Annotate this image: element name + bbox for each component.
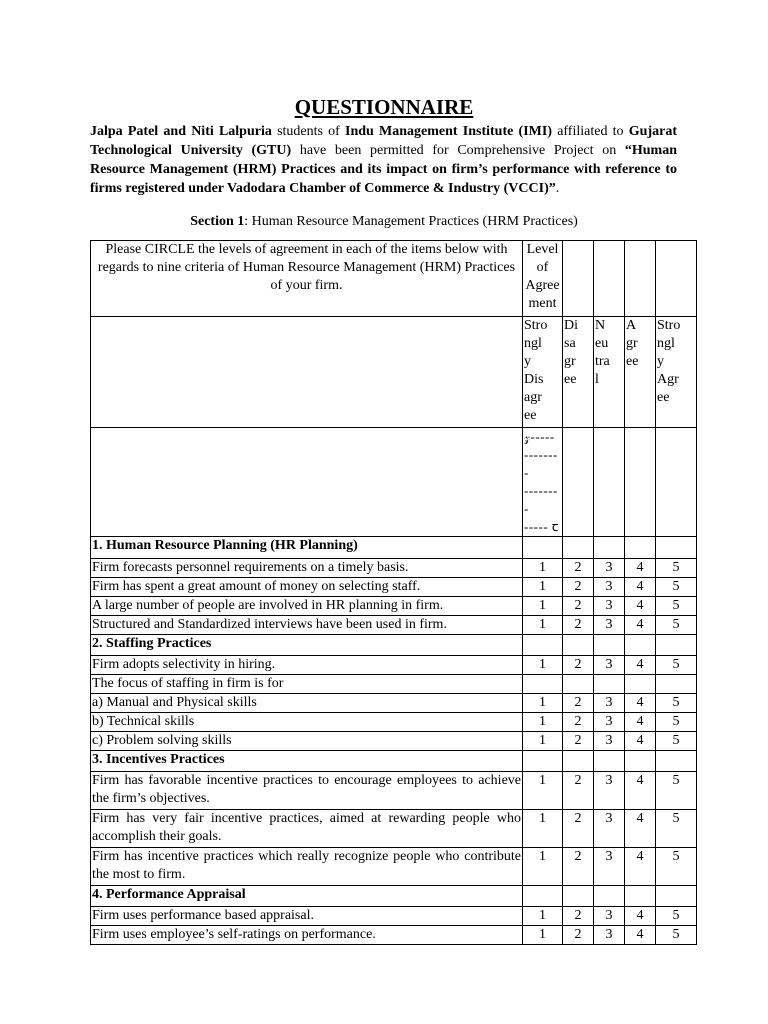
empty-cell	[594, 635, 625, 656]
table-row	[91, 559, 697, 578]
author-name: Jalpa Patel	[90, 124, 159, 139]
item-text: A large number of people are involved in HR planning in firm.	[91, 597, 523, 616]
rating-option[interactable]: 3	[594, 559, 625, 578]
rating-option[interactable]: 1	[523, 772, 563, 810]
rating-option[interactable]: 4	[625, 694, 656, 713]
section-title: : Human Resource Management Practices (HRM Practices)	[244, 214, 578, 229]
item-text: c) Problem solving skills	[91, 732, 523, 751]
rating-option[interactable]: 5	[656, 578, 697, 597]
section-title: 1. Human Resource Planning (HR Planning)	[91, 537, 523, 559]
empty-cell	[656, 675, 697, 694]
rating-option[interactable]: 1	[523, 616, 563, 635]
rating-option[interactable]: 2	[563, 848, 594, 886]
item-text: The focus of staffing in firm is for	[91, 675, 523, 694]
rating-option[interactable]: 5	[656, 694, 697, 713]
rating-option[interactable]: 1	[523, 713, 563, 732]
strongly-disagree-header	[523, 317, 563, 428]
institute-name: Indu Management Institute (IMI)	[345, 124, 552, 139]
rating-option[interactable]: 2	[563, 907, 594, 926]
strongly-agree-header	[656, 317, 697, 428]
scale-header-line: Dis	[524, 372, 544, 387]
rating-option[interactable]: 5	[656, 713, 697, 732]
rating-option[interactable]: 3	[594, 597, 625, 616]
table-row	[91, 597, 697, 616]
item-text: Firm has favorable incentive practices to encourage employees to achieve the firm’s objectives.	[91, 772, 523, 810]
rating-option[interactable]: 4	[625, 907, 656, 926]
empty-cell	[625, 675, 656, 694]
rating-option[interactable]: 3	[594, 772, 625, 810]
rating-option[interactable]: 3	[594, 616, 625, 635]
empty-cell	[563, 886, 594, 907]
empty-cell	[656, 241, 697, 317]
item-text: Firm uses employee’s self-ratings on performance.	[91, 926, 523, 945]
rating-option[interactable]: 1	[523, 656, 563, 675]
empty-cell	[625, 635, 656, 656]
section-header-row	[91, 751, 697, 772]
empty-cell	[594, 428, 625, 537]
project-title: “Human Resource Management (HRM) Practices and its impact on firm’s performance with reference to firms registered under Vadodara Chamber of Commerce & Industry (VCCI)”	[90, 143, 677, 196]
blank-row	[91, 428, 697, 537]
level-of-agreement-header	[523, 241, 563, 317]
empty-cell	[523, 751, 563, 772]
empty-cell	[656, 886, 697, 907]
rating-option[interactable]: 3	[594, 926, 625, 945]
table-row	[91, 675, 697, 694]
instruction-row	[91, 241, 697, 317]
empty-cell	[656, 537, 697, 559]
rating-option[interactable]: 4	[625, 597, 656, 616]
item-text: a) Manual and Physical skills	[91, 694, 523, 713]
scale-header-line: tra	[595, 354, 610, 369]
rating-option[interactable]: 1	[523, 694, 563, 713]
section-header-row	[91, 886, 697, 907]
scale-header-line: ee	[564, 372, 577, 387]
empty-cell	[625, 428, 656, 537]
empty-cell	[563, 241, 594, 317]
dash-line: --------	[524, 447, 558, 480]
rating-option[interactable]: 4	[625, 713, 656, 732]
author-name: Niti Lalpuria	[191, 124, 272, 139]
intro-paragraph	[90, 122, 677, 198]
rating-option[interactable]: 2	[563, 597, 594, 616]
item-text: Firm has incentive practices which really recognize people who contribute the most to firm.	[91, 848, 523, 886]
rating-option[interactable]: 2	[563, 694, 594, 713]
section-header-row	[91, 635, 697, 656]
empty-cell	[594, 751, 625, 772]
empty-cell	[563, 428, 594, 537]
table-row	[91, 810, 697, 848]
rating-option[interactable]: 1	[523, 926, 563, 945]
item-text: Firm uses performance based appraisal.	[91, 907, 523, 926]
rating-option[interactable]: 4	[625, 656, 656, 675]
rating-option[interactable]: 5	[656, 732, 697, 751]
empty-cell	[523, 886, 563, 907]
rating-option[interactable]: 2	[563, 732, 594, 751]
rating-option[interactable]: 1	[523, 559, 563, 578]
scale-header-line: eu	[595, 336, 609, 351]
rating-option[interactable]: 5	[656, 772, 697, 810]
empty-cell	[91, 317, 523, 428]
rating-option[interactable]: 3	[594, 578, 625, 597]
rating-option[interactable]: 4	[625, 616, 656, 635]
section-title: 4. Performance Appraisal	[91, 886, 523, 907]
empty-cell	[594, 886, 625, 907]
scale-header-line: N	[595, 318, 606, 333]
scale-header-line: gr	[626, 336, 638, 351]
scale-header-line: Di	[564, 318, 578, 333]
section-label: Section 1	[190, 214, 245, 229]
empty-cell	[523, 635, 563, 656]
section-title: 2. Staffing Practices	[91, 635, 523, 656]
level-header-line: Agree	[525, 278, 560, 293]
rating-option[interactable]: 4	[625, 772, 656, 810]
rating-option[interactable]: 3	[594, 713, 625, 732]
level-header-line: of	[536, 260, 549, 275]
rating-option[interactable]: 4	[625, 926, 656, 945]
scale-header-line: Stro	[524, 318, 548, 333]
dash-line: ----- ꞇ	[524, 519, 559, 534]
table-row	[91, 713, 697, 732]
rating-option[interactable]: 4	[625, 732, 656, 751]
rating-option[interactable]: 5	[656, 616, 697, 635]
document-title: QUESTIONNAIRE	[294, 95, 474, 119]
rating-option[interactable]: 5	[656, 559, 697, 578]
dashed-placeholder	[523, 428, 563, 537]
level-header-line: Level	[526, 242, 559, 257]
rating-option[interactable]: 2	[563, 616, 594, 635]
scale-header-line: y	[524, 354, 531, 369]
empty-cell	[656, 428, 697, 537]
intro-text: students of	[271, 124, 346, 139]
dash-line: 𝓏-----	[524, 429, 555, 444]
empty-cell	[594, 241, 625, 317]
agree-header	[625, 317, 656, 428]
rating-option[interactable]: 2	[563, 926, 594, 945]
scale-header-line: Agr	[657, 372, 679, 387]
empty-cell	[594, 675, 625, 694]
empty-cell	[656, 635, 697, 656]
table-row	[91, 907, 697, 926]
scale-header-line: y	[657, 354, 664, 369]
empty-cell	[625, 537, 656, 559]
empty-cell	[563, 537, 594, 559]
intro-conjunction: and	[158, 124, 192, 139]
scale-header-line: ee	[524, 408, 537, 423]
rating-option[interactable]: 3	[594, 694, 625, 713]
empty-cell	[625, 886, 656, 907]
rating-option[interactable]: 5	[656, 810, 697, 848]
rating-option[interactable]: 1	[523, 848, 563, 886]
scale-header-line: ee	[626, 354, 639, 369]
section-heading	[0, 214, 768, 230]
scale-header-line: l	[595, 372, 599, 387]
rating-option[interactable]: 1	[523, 810, 563, 848]
rating-option[interactable]: 2	[563, 810, 594, 848]
item-text: b) Technical skills	[91, 713, 523, 732]
rating-option[interactable]: 1	[523, 732, 563, 751]
level-header-line: ment	[528, 296, 557, 311]
disagree-header	[563, 317, 594, 428]
scale-header-line: ngl	[524, 336, 542, 351]
rating-option[interactable]: 4	[625, 559, 656, 578]
rating-option[interactable]: 5	[656, 597, 697, 616]
scale-header-line: Stro	[657, 318, 681, 333]
empty-cell	[625, 241, 656, 317]
rating-option[interactable]: 3	[594, 907, 625, 926]
item-text: Firm has spent a great amount of money on selecting staff.	[91, 578, 523, 597]
table-row	[91, 772, 697, 810]
empty-cell	[563, 635, 594, 656]
instruction-text: Please CIRCLE the levels of agreement in each of the items below with regards to nine criteria of Human Resource Management (HRM) Practices of your firm.	[91, 241, 523, 317]
scale-header-line: sa	[564, 336, 576, 351]
rating-option[interactable]: 5	[656, 926, 697, 945]
rating-option[interactable]: 2	[563, 559, 594, 578]
item-text: Structured and Standardized interviews have been used in firm.	[91, 616, 523, 635]
neutral-header	[594, 317, 625, 428]
section-title: 3. Incentives Practices	[91, 751, 523, 772]
rating-option[interactable]: 3	[594, 732, 625, 751]
university-name: Gujarat Technological University (GTU)	[90, 124, 677, 158]
intro-text: affiliated to	[551, 124, 629, 139]
rating-option[interactable]: 1	[523, 597, 563, 616]
table-row	[91, 616, 697, 635]
intro-text: have been permitted for Comprehensive Project on	[291, 143, 625, 158]
empty-cell	[625, 751, 656, 772]
table-row	[91, 694, 697, 713]
rating-option[interactable]: 2	[563, 656, 594, 675]
scale-header-line: ee	[657, 390, 670, 405]
rating-option[interactable]: 4	[625, 848, 656, 886]
table-row	[91, 578, 697, 597]
item-text: Firm adopts selectivity in hiring.	[91, 656, 523, 675]
rating-option[interactable]: 4	[625, 578, 656, 597]
rating-option[interactable]: 3	[594, 810, 625, 848]
rating-option[interactable]: 3	[594, 656, 625, 675]
section-header-row	[91, 537, 697, 559]
rating-option[interactable]: 2	[563, 578, 594, 597]
table-row	[91, 732, 697, 751]
rating-option[interactable]: 1	[523, 907, 563, 926]
rating-option[interactable]: 2	[563, 772, 594, 810]
empty-cell	[594, 537, 625, 559]
rating-option[interactable]: 5	[656, 656, 697, 675]
questionnaire-body	[91, 241, 697, 945]
scale-header-line: gr	[564, 354, 576, 369]
table-row	[91, 848, 697, 886]
scale-header-row	[91, 317, 697, 428]
table-row	[91, 926, 697, 945]
scale-header-line: ngl	[657, 336, 675, 351]
empty-cell	[656, 751, 697, 772]
intro-text: .	[555, 181, 560, 196]
empty-cell	[563, 751, 594, 772]
item-text: Firm forecasts personnel requirements on a timely basis.	[91, 559, 523, 578]
rating-option[interactable]: 1	[523, 578, 563, 597]
scale-header-line: A	[626, 318, 637, 333]
questionnaire-table	[90, 240, 697, 945]
scale-header-line: agr	[524, 390, 542, 405]
empty-cell	[523, 675, 563, 694]
rating-option[interactable]: 3	[594, 848, 625, 886]
rating-option[interactable]: 5	[656, 907, 697, 926]
rating-option[interactable]: 2	[563, 713, 594, 732]
empty-cell	[563, 675, 594, 694]
table-row	[91, 656, 697, 675]
empty-cell	[91, 428, 523, 537]
item-text: Firm has very fair incentive practices, aimed at rewarding people who accomplish their goals.	[91, 810, 523, 848]
empty-cell	[523, 537, 563, 559]
rating-option[interactable]: 4	[625, 810, 656, 848]
dash-line: --------	[524, 483, 558, 516]
rating-option[interactable]: 5	[656, 848, 697, 886]
